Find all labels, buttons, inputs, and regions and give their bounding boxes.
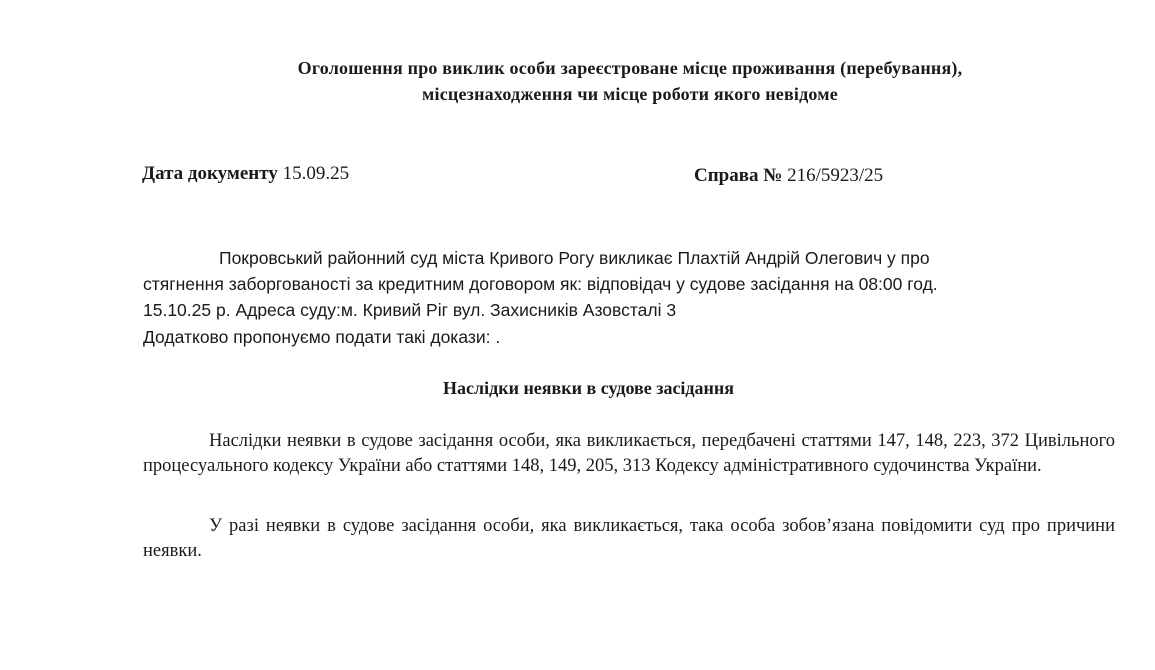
summons-paragraph: [143, 245, 1117, 323]
case-value: 216/5923/25: [787, 165, 884, 186]
consequences-title: Наслідки неявки в судове засідання: [443, 378, 735, 398]
additional-evidence: Додатково пропонуємо подати такі докази: .: [143, 327, 501, 347]
case-label: Справа №: [694, 165, 783, 186]
case-number: [694, 165, 883, 187]
consequences-paragraph-2: У разі неявки в судове засідання особи, яка викликається, така особа зобов’язана повідомити суд про причини неявки.: [143, 516, 1115, 561]
summons-line-1: Покровський районний суд міста Кривого Рогу викликає Плахтій Андрій Олегович у про: [219, 248, 930, 268]
document-title-line-1: Оголошення про виклик особи зареєстроване місце проживання (перебування),: [297, 58, 963, 78]
date-value: 15.09.25: [282, 163, 350, 184]
summons-line-2: стягнення заборгованості за кредитним договором як: відповідач у судове засідання на 08:00 год.: [143, 274, 938, 294]
summons-line-3: 15.10.25 р. Адреса суду:м. Кривий Ріг вул. Захисників Азовсталі 3: [143, 300, 677, 320]
consequences-paragraph-1: Наслідки неявки в судове засідання особи, яка викликається, передбачені статтями 147, 148, 223, 372 Цивільного процесуального кодексу України або статтями 148, 149, 205, 313 Кодексу адміністративного судочинства України.: [143, 431, 1115, 476]
document-date: [142, 163, 349, 185]
document-title-line-2: місцезнаходження чи місце роботи якого невідоме: [422, 84, 838, 104]
date-label: Дата документу: [142, 163, 278, 184]
